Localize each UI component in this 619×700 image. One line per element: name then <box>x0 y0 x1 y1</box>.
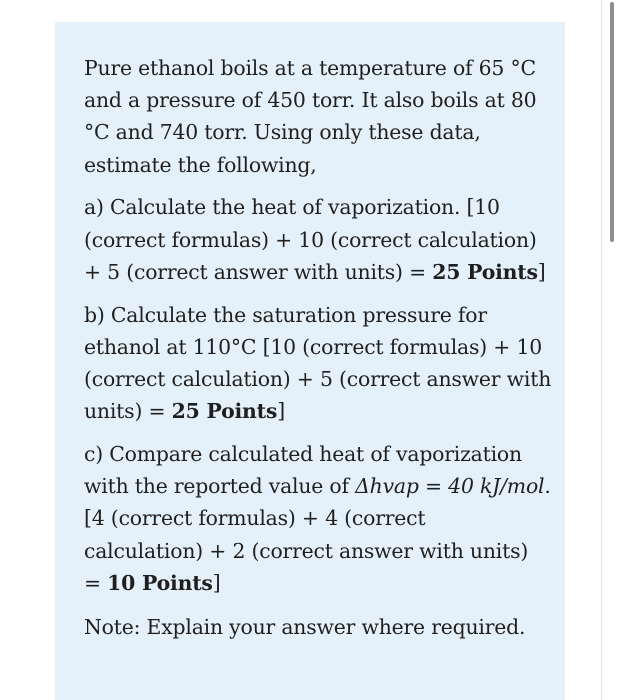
intro-line-2: and a pressure of 450 torr. It also boils at 80 <box>84 88 537 113</box>
part-c-bracket: ] <box>212 570 221 595</box>
part-c-line-5 <box>84 567 554 599</box>
intro-line-3: °C and 740 torr. Using only these data, <box>84 120 481 145</box>
part-c <box>84 438 554 599</box>
part-c-line-2-text: with the reported value of <box>84 474 356 499</box>
part-a-bracket: ] <box>537 259 546 284</box>
part-b-bracket: ] <box>277 399 285 424</box>
part-b <box>84 299 554 428</box>
note-paragraph: Note: Explain your answer where required. <box>84 615 526 640</box>
part-b-line-3: (correct calculation) + 5 (correct answer with <box>84 367 552 392</box>
part-b-line-1: b) Calculate the saturation pressure for <box>84 302 487 327</box>
part-c-line-2 <box>84 470 554 502</box>
part-b-line-4 <box>84 395 554 427</box>
part-a-points: 25 Points <box>432 259 538 284</box>
intro-line-4: estimate the following, <box>84 152 317 177</box>
part-a-line-3 <box>84 256 554 288</box>
part-b-line-2: ethanol at 110°C [10 (correct formulas) + 10 <box>84 334 543 359</box>
part-c-line-4: calculation) + 2 (correct answer with units) <box>84 538 529 563</box>
intro-line-1: Pure ethanol boils at a temperature of 65 °C <box>84 56 536 80</box>
intro-paragraph <box>84 52 554 181</box>
part-b-line-4-text: units) = <box>84 399 172 424</box>
part-c-line-1: c) Compare calculated heat of vaporization <box>84 442 522 467</box>
scrollbar-thumb[interactable] <box>610 2 614 242</box>
part-a-line-2: (correct formulas) + 10 (correct calculation) <box>84 227 537 252</box>
part-c-math-expression: Δhvap = 40 kJ/mol. <box>355 474 551 499</box>
part-c-line-3: [4 (correct formulas) + 4 (correct <box>84 506 426 531</box>
part-c-points: 10 Points <box>107 570 213 595</box>
question-text <box>84 52 554 654</box>
part-a <box>84 191 554 288</box>
part-b-points: 25 Points <box>171 399 278 424</box>
scrollbar-edge <box>601 0 602 700</box>
part-c-line-5-text: = <box>84 570 108 595</box>
part-a-line-1: a) Calculate the heat of vaporization. [10 <box>84 195 500 220</box>
part-a-line-3-text: + 5 (correct answer with units) = <box>84 259 433 284</box>
